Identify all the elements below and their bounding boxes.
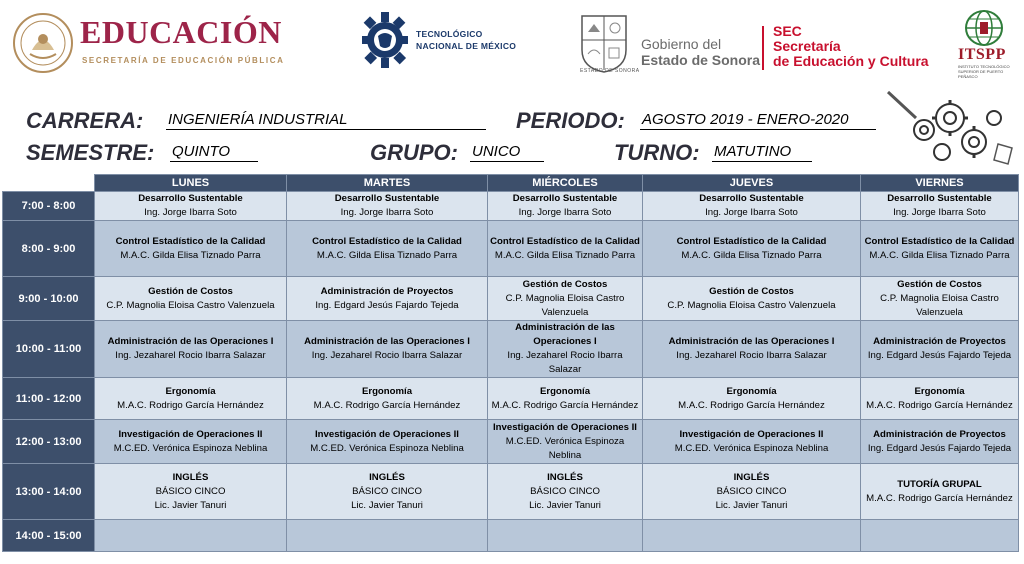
- time-slot: 11:00 - 12:00: [3, 378, 95, 420]
- sec-text: [773, 24, 929, 69]
- teacher-name: Lic. Javier Tanuri: [529, 499, 601, 511]
- teacher-name: Ing. Jorge Ibarra Soto: [518, 207, 612, 218]
- teacher-name: Ing. Jorge Ibarra Soto: [705, 207, 798, 218]
- teacher-name: C.P. Magnolia Eloisa Castro Valenzuela: [505, 292, 625, 318]
- teacher-name: C.P. Magnolia Eloisa Castro Valenzuela: [880, 292, 999, 318]
- day-header: MARTES: [287, 175, 488, 192]
- subject-name: Control Estadístico de la Calidad: [115, 235, 266, 247]
- class-cell: [861, 520, 1019, 552]
- day-header: VIERNES: [861, 175, 1019, 192]
- subject-name: Desarrollo Sustentable: [138, 193, 243, 204]
- class-cell: [488, 464, 643, 520]
- teacher-name: Ing. Edgard Jesús Fajardo Tejeda: [867, 350, 1012, 361]
- teacher-name: Ing. Jorge Ibarra Soto: [893, 207, 986, 218]
- subject-name: Ergonomía: [165, 385, 216, 397]
- subject-name: Administración de Proyectos: [873, 428, 1006, 440]
- class-cell: [643, 464, 861, 520]
- class-cell: [287, 321, 488, 378]
- class-cell: [643, 378, 861, 420]
- class-cell: [95, 277, 287, 321]
- industrial-gears-icon: [880, 88, 1020, 174]
- class-cell: [95, 321, 287, 378]
- turno-value: MATUTINO: [712, 143, 812, 162]
- teacher-name: BÁSICO CINCO: [530, 485, 600, 497]
- class-cell: [861, 192, 1019, 221]
- time-slot: 12:00 - 13:00: [3, 420, 95, 464]
- subject-name: Gestión de Costos: [148, 285, 233, 297]
- teacher-name: M.A.C. Gilda Elisa Tiznado Parra: [869, 249, 1010, 261]
- schedule-row: [3, 464, 1019, 520]
- tecnm-line1: TECNOLÓGICO: [416, 29, 483, 39]
- periodo-value: AGOSTO 2019 - ENERO-2020: [640, 111, 876, 130]
- subject-name: Administración de Proyectos: [873, 336, 1006, 347]
- gobierno-line1: Gobierno del: [641, 36, 722, 52]
- schedule-table: [2, 174, 1019, 552]
- class-cell: [287, 277, 488, 321]
- day-header-row: [3, 175, 1019, 192]
- carrera-label: CARRERA:: [26, 108, 144, 133]
- class-cell: [861, 321, 1019, 378]
- day-header: JUEVES: [643, 175, 861, 192]
- subject-name: Investigación de Operaciones II: [493, 421, 637, 433]
- teacher-name: M.C.ED. Verónica Espinoza Neblina: [505, 435, 625, 461]
- teacher-name: Lic. Javier Tanuri: [715, 499, 788, 511]
- semestre-label: SEMESTRE:: [26, 140, 155, 165]
- teacher-name: M.A.C. Gilda Elisa Tiznado Parra: [681, 249, 822, 261]
- teacher-name: Ing. Jorge Ibarra Soto: [340, 207, 434, 218]
- teacher-name: BÁSICO CINCO: [155, 485, 226, 497]
- subject-name: Desarrollo Sustentable: [887, 193, 992, 204]
- subject-name: Gestión de Costos: [709, 285, 794, 297]
- logo-header: [0, 0, 1024, 92]
- subject-name: Investigación de Operaciones II: [315, 428, 459, 440]
- sec-line3: de Educación y Cultura: [773, 53, 929, 69]
- class-cell: [861, 464, 1019, 520]
- time-slot: 8:00 - 9:00: [3, 221, 95, 277]
- teacher-name: M.C.ED. Verónica Espinoza Neblina: [113, 442, 268, 454]
- teacher-name: M.A.C. Gilda Elisa Tiznado Parra: [120, 249, 261, 261]
- class-cell: [488, 420, 643, 464]
- teacher-name: M.A.C. Rodrigo García Hernández: [491, 399, 639, 411]
- sec-divider: [762, 26, 764, 70]
- subject-name: Administración de las Operaciones I: [515, 322, 615, 347]
- class-cell: [488, 192, 643, 221]
- sonora-shield-icon: [578, 12, 630, 74]
- schedule-row: [3, 520, 1019, 552]
- teacher-name: M.A.C. Gilda Elisa Tiznado Parra: [494, 249, 636, 261]
- subject-name: INGLÉS: [369, 471, 405, 483]
- subject-name: Administración de Proyectos: [320, 285, 454, 297]
- class-cell: [861, 221, 1019, 277]
- subject-name: Desarrollo Sustentable: [512, 193, 618, 204]
- class-cell: [95, 520, 287, 552]
- teacher-name: Ing. Jezaharel Rocio Ibarra Salazar: [115, 350, 266, 361]
- subject-name: Ergonomía: [539, 385, 591, 397]
- tecnm-text: [416, 28, 516, 52]
- teacher-name: M.A.C. Rodrigo García Hernández: [313, 399, 461, 411]
- teacher-name: C.P. Magnolia Eloisa Castro Valenzuela: [106, 299, 275, 311]
- class-cell: [643, 520, 861, 552]
- subject-name: TUTORÍA GRUPAL: [897, 478, 982, 490]
- schedule-row: [3, 277, 1019, 321]
- day-header: MIÉRCOLES: [488, 175, 643, 192]
- teacher-name: Ing. Edgard Jesús Fajardo Tejeda: [315, 299, 459, 311]
- subject-name: Ergonomía: [726, 385, 777, 397]
- teacher-name: Ing. Jezaharel Rocio Ibarra Salazar: [311, 350, 463, 361]
- subject-name: Gestión de Costos: [522, 278, 608, 290]
- subject-name: Control Estadístico de la Calidad: [676, 235, 827, 247]
- schedule-row: [3, 192, 1019, 221]
- grupo-label: GRUPO:: [370, 140, 458, 165]
- mexico-seal-icon: [12, 12, 74, 74]
- time-slot: 10:00 - 11:00: [3, 321, 95, 378]
- itspp-globe-icon: [962, 8, 1006, 48]
- tecnm-line2: NACIONAL DE MÉXICO: [416, 41, 517, 51]
- tecnm-gear-icon: [360, 10, 410, 70]
- class-cell: [95, 420, 287, 464]
- subject-name: Administración de las Operaciones I: [107, 336, 274, 347]
- schedule-row: [3, 321, 1019, 378]
- sonora-caption: ESTADO DE SONORA: [580, 68, 640, 74]
- class-cell: [488, 378, 643, 420]
- time-slot: 13:00 - 14:00: [3, 464, 95, 520]
- schedule-row: [3, 378, 1019, 420]
- class-cell: [488, 221, 643, 277]
- teacher-name: BÁSICO CINCO: [716, 485, 787, 497]
- class-cell: [287, 378, 488, 420]
- teacher-name: M.C.ED. Verónica Espinoza Neblina: [310, 442, 464, 454]
- class-cell: [643, 221, 861, 277]
- itspp-subtitle: INSTITUTO TECNOLÓGICO SUPERIOR DE PUERTO PEÑASCO: [958, 64, 1010, 79]
- subject-name: Ergonomía: [914, 385, 965, 397]
- teacher-name: M.C.ED. Verónica Espinoza Neblina: [674, 442, 829, 454]
- subject-name: Desarrollo Sustentable: [334, 193, 440, 204]
- itspp-title: ITSPP: [958, 46, 1006, 63]
- teacher-name: M.A.C. Rodrigo García Hernández: [678, 399, 825, 411]
- time-slot: 9:00 - 10:00: [3, 277, 95, 321]
- teacher-name: M.A.C. Rodrigo García Hernández: [866, 492, 1013, 504]
- class-cell: [287, 221, 488, 277]
- schedule-row: [3, 221, 1019, 277]
- semestre-value: QUINTO: [170, 143, 258, 162]
- class-cell: [95, 221, 287, 277]
- sec-line2: Secretaría: [773, 38, 841, 54]
- subject-name: Administración de las Operaciones I: [668, 336, 835, 347]
- teacher-name: Ing. Edgard Jesús Fajardo Tejeda: [867, 442, 1012, 454]
- class-cell: [287, 464, 488, 520]
- class-cell: [95, 378, 287, 420]
- class-cell: [488, 277, 643, 321]
- class-cell: [287, 420, 488, 464]
- teacher-name: Lic. Javier Tanuri: [154, 499, 227, 511]
- grupo-value: UNICO: [470, 143, 544, 162]
- class-cell: [488, 321, 643, 378]
- class-cell: [861, 420, 1019, 464]
- class-cell: [95, 192, 287, 221]
- class-cell: [488, 520, 643, 552]
- teacher-name: M.A.C. Rodrigo García Hernández: [117, 399, 264, 411]
- time-slot: 7:00 - 8:00: [3, 192, 95, 221]
- time-slot: 14:00 - 15:00: [3, 520, 95, 552]
- class-cell: [643, 420, 861, 464]
- subject-name: Ergonomía: [361, 385, 413, 397]
- subject-name: Investigación de Operaciones II: [679, 428, 824, 440]
- corner-cell: [3, 175, 95, 192]
- subject-name: Control Estadístico de la Calidad: [864, 235, 1015, 247]
- teacher-name: Ing. Jezaharel Rocio Ibarra Salazar: [676, 350, 827, 361]
- educacion-subtitle: SECRETARÍA DE EDUCACIÓN PÚBLICA: [82, 56, 285, 65]
- periodo-label: PERIODO:: [516, 108, 625, 133]
- schedule-row: [3, 420, 1019, 464]
- subject-name: INGLÉS: [172, 471, 209, 483]
- teacher-name: Lic. Javier Tanuri: [351, 499, 423, 511]
- class-cell: [861, 378, 1019, 420]
- class-cell: [95, 464, 287, 520]
- teacher-name: Ing. Jezaharel Rocio Ibarra Salazar: [507, 350, 623, 375]
- gobierno-sonora-text: [641, 36, 760, 68]
- subject-name: INGLÉS: [733, 471, 770, 483]
- teacher-name: Ing. Jorge Ibarra Soto: [144, 207, 237, 218]
- subject-name: Gestión de Costos: [897, 278, 982, 290]
- turno-label: TURNO:: [614, 140, 700, 165]
- class-cell: [643, 277, 861, 321]
- subject-name: Control Estadístico de la Calidad: [312, 235, 462, 247]
- gobierno-line2: Estado de Sonora: [641, 52, 761, 68]
- educacion-title: EDUCACIÓN: [80, 14, 282, 50]
- class-cell: [287, 192, 488, 221]
- subject-name: Control Estadístico de la Calidad: [490, 235, 640, 247]
- subject-name: Administración de las Operaciones I: [304, 336, 470, 347]
- teacher-name: C.P. Magnolia Eloisa Castro Valenzuela: [667, 299, 836, 311]
- subject-name: Desarrollo Sustentable: [699, 193, 804, 204]
- class-cell: [643, 192, 861, 221]
- sec-line1: SEC: [773, 23, 802, 39]
- subject-name: INGLÉS: [547, 471, 583, 483]
- day-header: LUNES: [95, 175, 287, 192]
- subject-name: Investigación de Operaciones II: [118, 428, 263, 440]
- class-cell: [287, 520, 488, 552]
- teacher-name: M.A.C. Gilda Elisa Tiznado Parra: [316, 249, 458, 261]
- class-cell: [861, 277, 1019, 321]
- carrera-value: INGENIERÍA INDUSTRIAL: [166, 111, 486, 130]
- teacher-name: M.A.C. Rodrigo García Hernández: [866, 399, 1013, 411]
- class-cell: [643, 321, 861, 378]
- teacher-name: BÁSICO CINCO: [352, 485, 422, 497]
